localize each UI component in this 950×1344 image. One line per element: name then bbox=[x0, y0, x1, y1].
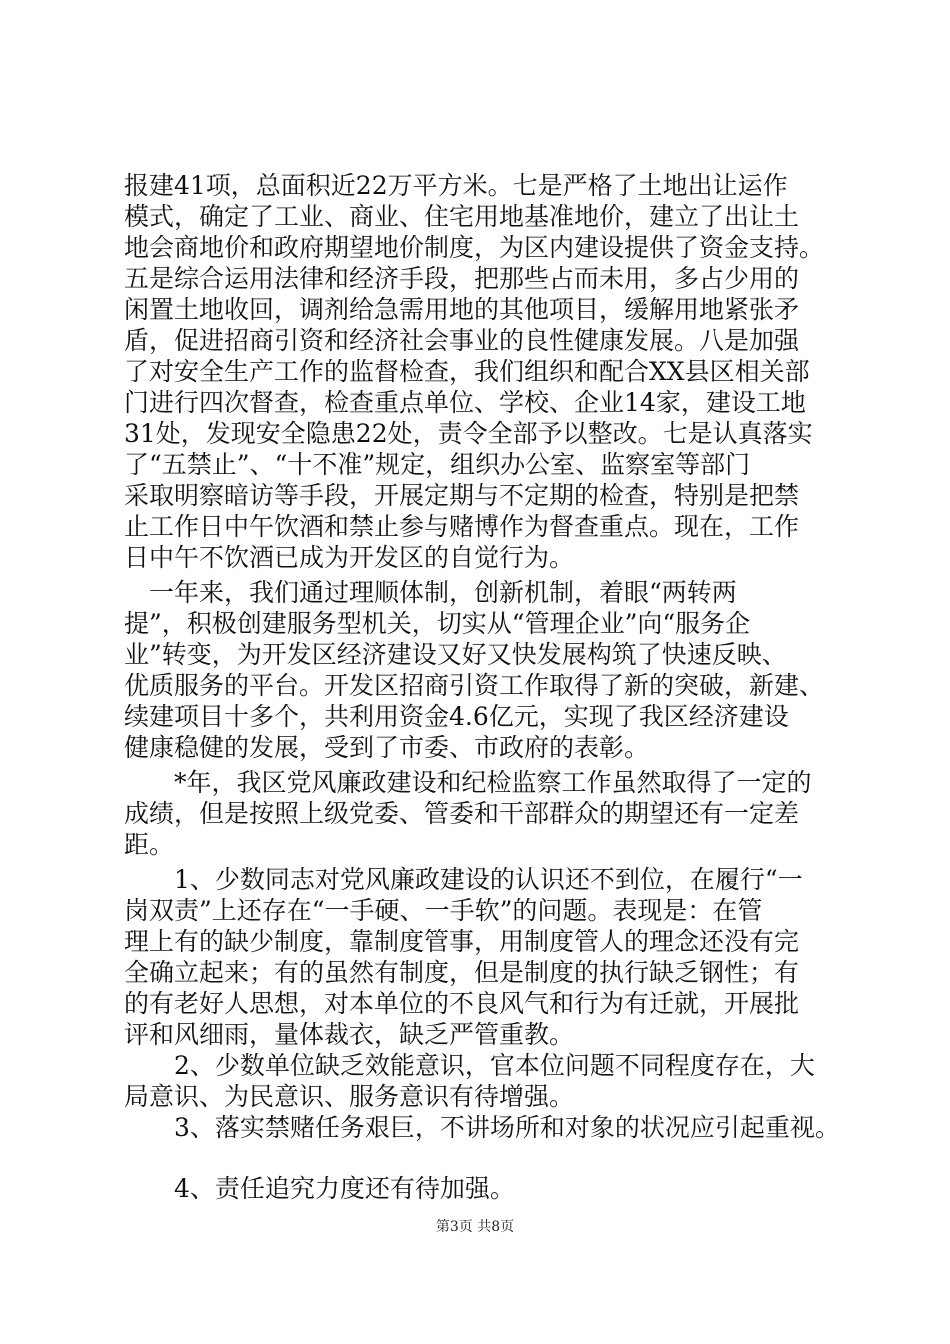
text-line: 门进行四次督查，检查重点单位、学校、企业14家，建设工地 bbox=[124, 388, 806, 417]
text-line: 全确立起来；有的虽然有制度，但是制度的执行缺乏钢性；有 bbox=[124, 958, 800, 987]
text-line: 2、少数单位缺乏效能意识，官本位问题不同程度存在，大 bbox=[124, 1051, 815, 1080]
text-line: 距。 bbox=[124, 830, 175, 859]
text-line: 闲置土地收回，调剂给急需用地的其他项目，缓解用地紧张矛 bbox=[124, 295, 800, 324]
text-line: 理上有的缺少制度，靠制度管事，用制度管人的理念还没有完 bbox=[124, 927, 800, 956]
text-line: 31处，发现安全隐患22处，责令全部予以整改。七是认真落实 bbox=[124, 419, 813, 448]
paragraph-item-2 bbox=[124, 1050, 844, 1112]
text-line: 地会商地价和政府期望地价制度，为区内建设提供了资金支持。 bbox=[124, 233, 825, 262]
document-body bbox=[124, 170, 844, 1204]
text-line: 模式，确定了工业、商业、住宅用地基准地价，建立了出让土 bbox=[124, 202, 800, 231]
paragraph-item-4 bbox=[124, 1173, 844, 1204]
text-line: 岗双责”上还存在“一手硬、一手软”的问题。表现是：在管 bbox=[124, 896, 763, 925]
spacer bbox=[124, 1143, 844, 1173]
text-line: 优质服务的平台。开发区招商引资工作取得了新的突破，新建、 bbox=[124, 671, 825, 700]
text-line: 1、少数同志对党风廉政建设的认识还不到位，在履行“一 bbox=[124, 865, 803, 894]
paragraph-shortcomings-intro bbox=[124, 767, 844, 860]
paragraph-year-summary bbox=[124, 577, 844, 763]
text-line: 3、落实禁赌任务艰巨，不讲场所和对象的状况应引起重视。 bbox=[124, 1113, 840, 1142]
text-line: 报建41项，总面积近22万平方米。七是严格了土地出让运作 bbox=[124, 171, 788, 200]
text-line: 提”，积极创建服务型机关，切实从“管理企业”向“服务企 bbox=[124, 609, 751, 638]
text-line: 健康稳健的发展，受到了市委、市政府的表彰。 bbox=[124, 733, 650, 762]
page-number-footer: 第3页 共8页 bbox=[435, 1219, 515, 1235]
paragraph-item-3 bbox=[124, 1112, 844, 1143]
text-line: 盾，促进招商引资和经济社会事业的良性健康发展。八是加强 bbox=[124, 326, 800, 355]
text-line: 成绩，但是按照上级党委、管委和干部群众的期望还有一定差 bbox=[124, 799, 800, 828]
text-line: *年，我区党风廉政建设和纪检监察工作虽然取得了一定的 bbox=[124, 768, 812, 797]
text-line: 日中午不饮酒已成为开发区的自觉行为。 bbox=[124, 543, 575, 572]
text-line: 止工作日中午饮酒和禁止参与赌博作为督查重点。现在，工作 bbox=[124, 512, 800, 541]
text-line: 评和风细雨，量体裁衣，缺乏严管重教。 bbox=[124, 1020, 575, 1049]
paragraph-item-1 bbox=[124, 864, 844, 1050]
text-line: 了对安全生产工作的监督检查，我们组织和配合XX县区相关部 bbox=[124, 357, 810, 386]
text-line: 五是综合运用法律和经济手段，把那些占而未用，多占少用的 bbox=[124, 264, 800, 293]
text-line: 业”转变，为开发区经济建设又好又快发展构筑了快速反映、 bbox=[124, 640, 787, 669]
text-line: 了“五禁止”、“十不准”规定，组织办公室、监察室等部门 bbox=[124, 450, 751, 479]
text-line: 4、责任追究力度还有待加强。 bbox=[124, 1174, 515, 1203]
text-line: 的有老好人思想，对本单位的不良风气和行为有迁就，开展批 bbox=[124, 989, 800, 1018]
paragraph-land-and-safety bbox=[124, 170, 844, 573]
text-line: 局意识、为民意识、服务意识有待增强。 bbox=[124, 1082, 575, 1111]
text-line: 一年来，我们通过理顺体制，创新机制，着眼“两转两 bbox=[124, 578, 737, 607]
text-line: 采取明察暗访等手段，开展定期与不定期的检查，特别是把禁 bbox=[124, 481, 800, 510]
text-line: 续建项目十多个，共利用资金4.6亿元，实现了我区经济建设 bbox=[124, 702, 789, 731]
